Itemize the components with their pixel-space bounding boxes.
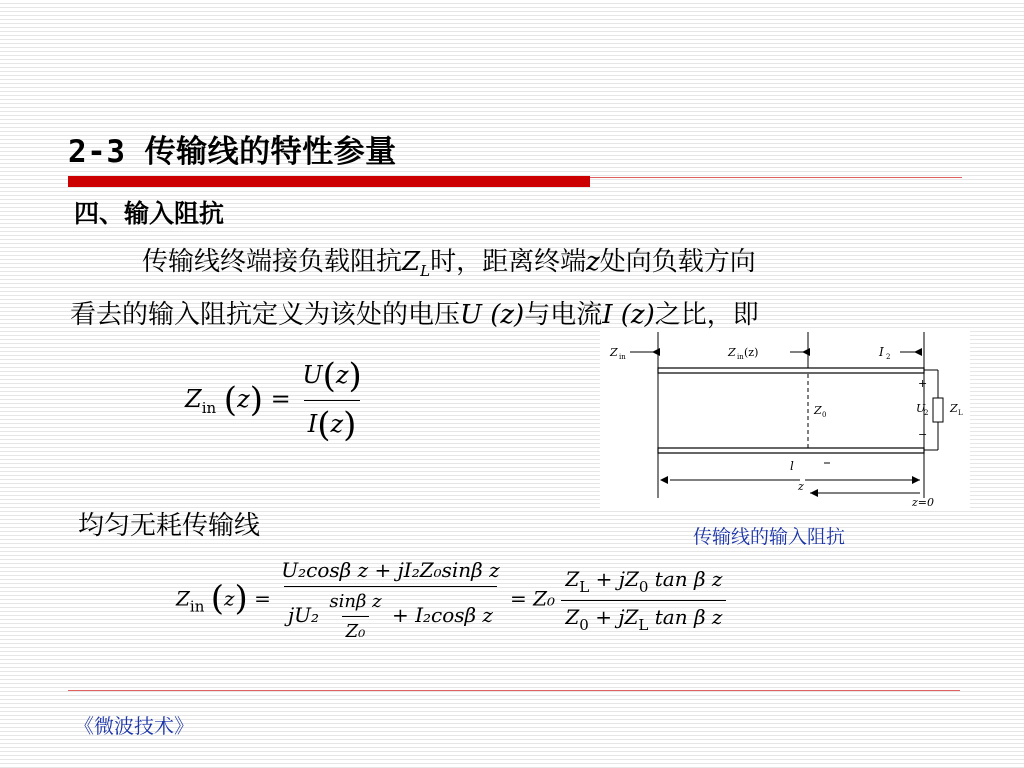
- svg-text:Z: Z: [610, 346, 618, 359]
- transmission-line-diagram: [600, 330, 970, 510]
- svg-text:2: 2: [886, 353, 891, 361]
- svg-text:(z): (z): [744, 346, 759, 359]
- input-impedance-definition-formula: $Z_{in}$ (z) = $\frac{U(z)}{I(z)}$: [185, 356, 366, 445]
- svg-text:l: l: [790, 459, 794, 473]
- svg-text:L: L: [958, 409, 963, 417]
- first-fraction: U₂cosβ z + jI₂Z₀sinβ z jU₂ $\frac{\text{sinβ z}}{\text{Z₀}}$ + I₂cosβ z: [281, 558, 500, 642]
- lossless-line-label: 均匀无耗传输线: [78, 511, 261, 541]
- section-heading: 四、输入阻抗: [74, 199, 225, 228]
- footer-divider: [68, 690, 960, 691]
- definition-paragraph: [70, 240, 960, 337]
- page-title: 2-3 传输线的特性参量: [68, 134, 397, 170]
- svg-text:2: 2: [924, 409, 929, 417]
- svg-text:in: in: [737, 353, 744, 361]
- svg-text:+: +: [918, 377, 928, 390]
- svg-text:0: 0: [822, 411, 827, 419]
- load-impedance-symbol: $Z_L$: [402, 247, 431, 280]
- impedance-fraction: $\frac{U(z)}{I(z)}$: [302, 356, 362, 445]
- second-fraction: $\frac{Z_L + jZ_0 \tan \beta z}{Z_0 + jZ_L \tan \beta z}$: [561, 567, 726, 634]
- svg-text:Z: Z: [950, 402, 958, 415]
- svg-text:I: I: [879, 345, 884, 359]
- svg-text:Z: Z: [814, 404, 822, 417]
- svg-text:−: −: [918, 428, 928, 441]
- footer-course-title: 《微波技术》: [74, 714, 194, 738]
- svg-text:U: U: [916, 402, 926, 415]
- svg-text:z=0: z=0: [912, 496, 935, 509]
- paragraph-line-1: 传输线终端接负载阻抗$Z_L$时，距离终端z处向负载方向: [142, 247, 756, 280]
- svg-text:Z: Z: [728, 346, 736, 359]
- title-underline-bar: [68, 176, 590, 187]
- svg-text:in: in: [619, 353, 626, 361]
- svg-text:z: z: [798, 480, 804, 493]
- lossless-input-impedance-formula: $Z_{in}$ (z) = U₂cosβ z + jI₂Z₀sinβ z jU₂ $\frac{\text{sinβ z}}{\text{Z₀}}$ + I₂cosβ z = Z₀ $\frac{Z_L + jZ_0 \tan \beta z}{Z_0 + jZ_L \tan \beta z}$: [176, 558, 726, 642]
- paragraph-line-2: 看去的输入阻抗定义为该处的电压U (z)与电流I (z)之比，即: [70, 300, 759, 330]
- title-underline-thin: [590, 177, 962, 178]
- diagram-caption: 传输线的输入阻抗: [693, 526, 846, 548]
